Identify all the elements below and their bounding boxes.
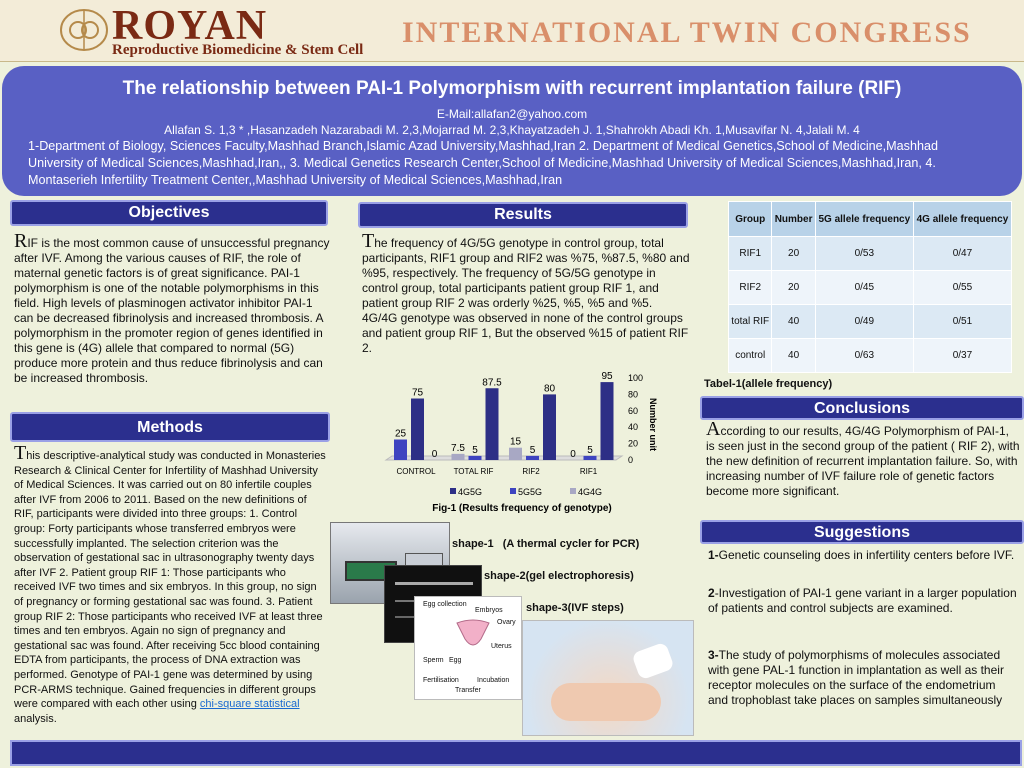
x-tick-label: CONTROL [396,467,436,476]
legend-label: 5G5G [518,487,543,497]
diagram-label: Egg collection [423,601,467,608]
methods-heading: Methods [10,412,330,442]
bar-value-label: 25 [394,428,407,440]
table-cell: 0/45 [815,271,913,305]
suggestion-number: 2 [708,586,715,600]
bar-value-label: 7.5 [451,442,465,454]
diagram-label: Fertilisation [423,677,459,684]
objectives-dropcap: R [14,230,28,252]
table-cell: 40 [772,339,815,373]
table-cell: 0/37 [913,339,1011,373]
suggestion-item-2 [708,586,1018,616]
y-tick-label: 0 [628,455,634,465]
bar-value-label: 15 [509,436,522,448]
table-cell: RIF2 [729,271,772,305]
table-cell: 0/63 [815,339,913,373]
x-tick-label: RIF1 [579,467,598,476]
brand-subtitle: Reproductive Biomedicine & Stem Cell [112,42,364,58]
suggestion-text: -Investigation of PAI-1 gene variant in a larger population of patients and control subjects are examined. [708,586,1017,615]
bar-value-label: 5 [529,444,536,456]
chart-bar [394,440,407,461]
shape-3-label: shape-3(IVF steps) [526,602,624,614]
table-row [729,339,1012,373]
diagram-label: Egg [449,657,462,664]
table-cell: RIF1 [729,237,772,271]
table-caption: Tabel-1(allele frequency) [704,378,833,390]
suggestion-item-1 [708,548,1018,563]
chi-square-link[interactable]: chi-square statistical [199,698,300,711]
bar-value-label: 0 [570,449,576,460]
table-header-row [729,202,1012,237]
chart-bar [469,456,482,460]
methods-body: his descriptive-analytical study was conducted in Monasteries Research & Clinical Center for Infertility of Mashhad University of Medical Sciences. It was carried out on 80 infertile couples after IVF from 2006 to 2011. Based on the new definitions of RIF, participants were divided into three groups: 1. Control group: Forty participants whose transferred embryos were successfully implanted. The selection criterion was the observation of gestational sac in ultrasonography twenty days after IVF 2. Patient group RIF 1: Those participants who received IVF two times and six embryos. In this group, no sign of pregnancy or forming gestational sac was found. 3. Patient group RIF 2: Those participants who received IVF at least three times and ten embryos. Again no sign of pregnancy and gestational sac was found. After receiving 5cc blood containing EDTA from participants, the process of DNA extraction was performed. Genotype of PAI-1 gene was determined by using PCR-ARMS technique. Gained frequencies in different groups were compared with each other using [14,450,326,711]
table-cell: 20 [772,237,815,271]
x-tick-label: TOTAL RIF [453,467,494,476]
shape-1-name: shape-1 [452,538,494,550]
table-header: Number [772,202,815,237]
table-cell: 0/49 [815,305,913,339]
ivf-steps-diagram [414,596,522,700]
legend-swatch [450,488,456,494]
diagram-label: Incubation [477,677,510,684]
table-cell: 0/53 [815,237,913,271]
chart-bar [526,456,539,460]
allele-frequency-table [728,201,1012,373]
diagram-label: Ovary [497,619,516,626]
results-dropcap: T [362,230,375,252]
author-list: Allafan S. 1,3 * ,Hasanzadeh Nazarabadi M. 2,3,Mojarrad M. 2,3,Khayatzadeh J. 1,Shahrokh Abadi Kh. 1,Musavifar N. 4,Jalali M. 4 [164,123,860,137]
uterus-icon [453,617,493,653]
methods-tail: analysis. [14,712,57,725]
author-email: E-Mail:allafan2@yahoo.com [436,107,588,121]
chart-bar [509,448,522,460]
chart-bar [486,388,499,460]
footer-bar [10,740,1022,766]
y-axis-label: Number unit [648,398,658,451]
table-row [729,237,1012,271]
suggestion-text: The study of polymorphisms of molecules associated with gene PAL-1 function in implantation as well as their receptor molecules on the surface of the endometrium and trophoblast take places on samples simultaneously [708,648,1004,707]
royan-logo-icon [58,6,110,54]
poster-title: The relationship between PAI-1 Polymorphism with recurrent implantation failure (RIF) [122,78,902,99]
chart-bar [601,382,614,460]
y-tick-label: 100 [628,373,644,383]
brand-name: ROYAN [112,3,268,49]
methods-text [14,442,326,726]
legend-swatch [570,488,576,494]
conclusions-body: ccording to our results, 4G/4G Polymorphism of PAI-1, is seen just in the second group of the patient ( RIF 2), with the new definition of recurrent implantation failure. So, with increasing number of IVF failure role of genetic factors become more significant. [706,424,1020,498]
objectives-body: IF is the most common cause of unsuccessful pregnancy after IVF. Among the various causes of RIF, the role of maternal genetic factors is of great significance. PAI-1 polymorphism is one of the notable polymorphisms in this field. High levels of plasminogen activator inhibitor PAI-1 can be decreased fibrinolysis and increased thrombosis. A polymorphism in the promoter region of genes identified in this gene is (4G) allele that compared to normal (5G) produce more protein and thus reduce fibrinolysis and can be increased thrombosis. [14,236,330,385]
suggestion-number: 1- [708,548,719,562]
affiliations: 1-Department of Biology, Sciences Faculty,Mashhad Branch,Islamic Azad University,Mashhad,Iran 2. Department of Medical Genetics,School of Medicine,Mashhad University of Medical Sciences,Mashhad,Iran,, 3. Medical Genetics Research Center,School of Medicine,Mashhad University of Medical Sciences,Mashhad,Iran, 4. Montaserieh Infertility Treatment Center,,Mashhad University of Medical Sciences,Mashhad,Iran [28,139,938,187]
suggestion-item-3 [708,648,1018,708]
table-row [729,271,1012,305]
results-text [362,230,694,356]
shape-1-caption: (A thermal cycler for PCR) [502,538,640,550]
y-tick-label: 40 [628,422,639,433]
y-tick-label: 60 [628,405,639,416]
shape-2-label: shape-2(gel electrophoresis) [484,570,634,582]
results-body: he frequency of 4G/5G genotype in control group, total participants, RIF1 group and RIF2 was %75, %87.5, %80 and %95, respectively. The frequency of 5G/5G genotype in control group, total participants patient group RIF 1, and patient group RIF 2 was orderly %25, %5, %5 and %5. [362,236,690,310]
suggestion-number: 3- [708,648,719,662]
methods-dropcap: T [14,442,27,464]
title-box [2,66,1022,196]
table-header: 4G allele frequency [913,202,1011,237]
conclusions-dropcap: A [706,418,721,440]
diagram-label: Sperm [423,657,444,664]
table-cell: 40 [772,305,815,339]
bar-value-label: 5 [587,444,593,456]
shape-1-label [452,538,639,550]
table-cell: 0/47 [913,237,1011,271]
genotype-bar-chart [380,368,680,516]
bar-value-label: 80 [543,383,556,395]
y-tick-label: 20 [628,438,639,449]
bar-value-label: 87.5 [482,377,502,389]
bar-value-label: 75 [411,387,424,399]
table-cell: 0/51 [913,305,1011,339]
table-cell: total RIF [729,305,772,339]
chart-title: Fig-1 (Results frequency of genotype) [432,503,612,514]
suggestions-heading: Suggestions [700,520,1024,544]
diagram-label: Embryos [475,607,503,614]
diagram-label: Transfer [455,687,481,694]
chart-bar [411,399,424,461]
diagram-label: Uterus [491,643,512,650]
table-cell: control [729,339,772,373]
chart-bar [452,454,465,460]
bar-value-label: 5 [472,444,478,456]
chart-bar [584,456,597,460]
conclusions-text [706,418,1020,499]
objectives-heading: Objectives [10,200,328,226]
poster-header [0,0,1024,62]
chart-bar [543,394,556,460]
table-header: 5G allele frequency [815,202,913,237]
table-cell: 0/55 [913,271,1011,305]
legend-label: 4G4G [578,487,603,497]
objectives-text [14,230,334,386]
legend-label: 4G5G [458,487,483,497]
newborn-baby-photo [522,620,694,736]
bar-value-label: 95 [601,371,613,383]
bar-value-label: 0 [431,449,438,460]
congress-name: INTERNATIONAL TWIN CONGRESS [402,16,972,49]
x-tick-label: RIF2 [522,467,540,476]
results-heading: Results [358,202,688,228]
y-tick-label: 80 [628,389,639,400]
table-cell: 20 [772,271,815,305]
table-header: Group [729,202,772,237]
conclusions-heading: Conclusions [700,396,1024,420]
results-body-2: 4G/4G genotype was observed in none of the control groups and patient group RIF 1, But the observed %15 of patient RIF 2. [362,311,689,355]
table-row [729,305,1012,339]
legend-swatch [510,488,516,494]
suggestion-text: Genetic counseling does in infertility centers before IVF. [718,548,1015,562]
